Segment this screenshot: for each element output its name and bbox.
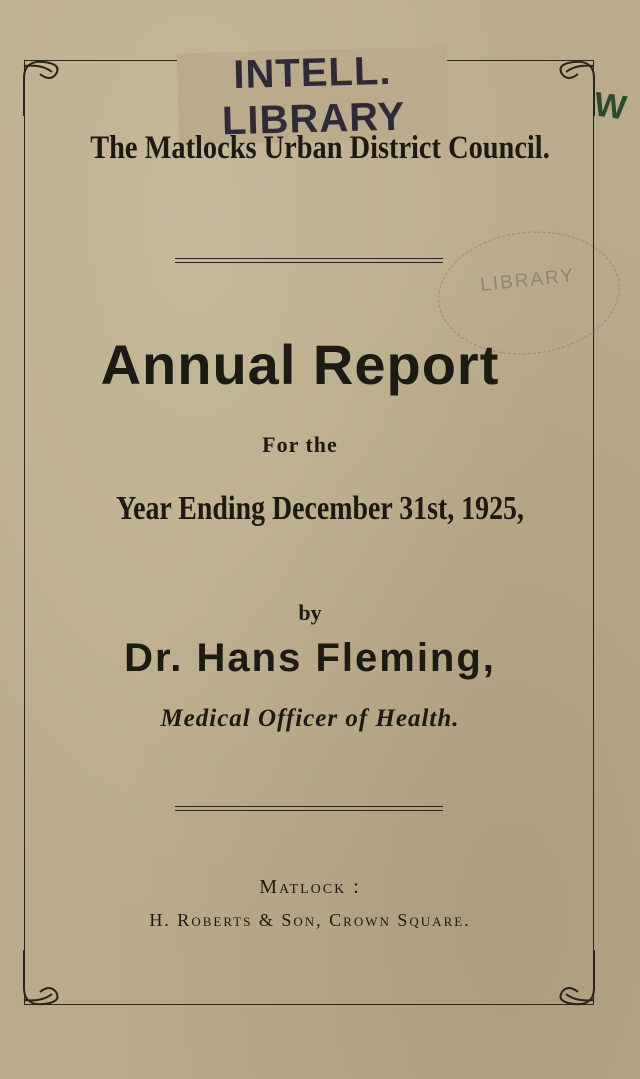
page-border — [24, 60, 594, 1005]
side-stamp-mark: W — [591, 85, 629, 128]
report-title: Annual Report — [100, 333, 500, 396]
imprint-printer: H. Roberts & Son, Crown Square. — [149, 910, 471, 930]
imprint-place: Matlock : — [259, 876, 361, 898]
year-ending-line: Year Ending December 31st, 1925, — [116, 490, 524, 527]
library-stamp-header: INTELL. LIBRARY — [177, 46, 449, 145]
rule-bottom-1 — [175, 806, 443, 807]
rule-top-2 — [175, 262, 443, 263]
author-name: Dr. Hans Fleming, — [124, 636, 496, 680]
council-name: The Matlocks Urban District Council. — [90, 130, 550, 166]
corner-ornament-bottom-left — [22, 948, 92, 1008]
corner-ornament-top-right — [526, 58, 596, 118]
corner-ornament-top-left — [22, 58, 92, 118]
corner-ornament-bottom-right — [526, 948, 596, 1008]
rule-bottom-2 — [175, 810, 443, 811]
for-the-label: For the — [262, 432, 338, 457]
rule-top-1 — [175, 258, 443, 259]
by-label: by — [298, 600, 322, 625]
library-stamp-text: LIBRARY — [479, 265, 577, 296]
author-position: Medical Officer of Health. — [160, 705, 460, 732]
